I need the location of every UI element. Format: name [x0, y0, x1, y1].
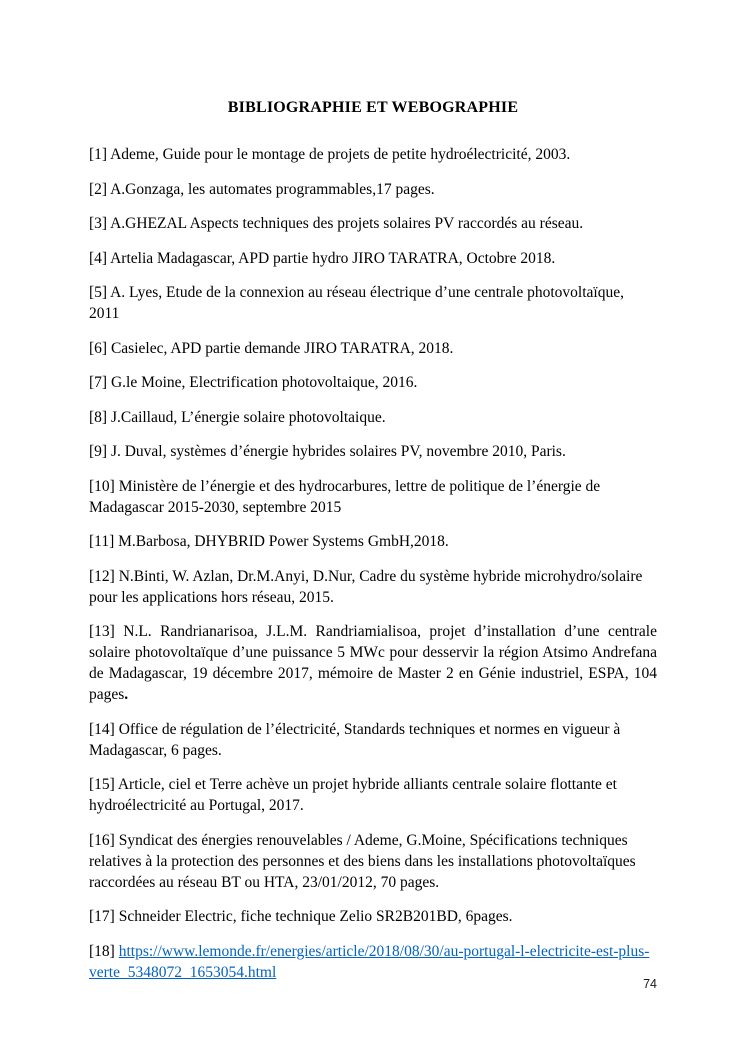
reference-item: [89, 941, 657, 983]
reference-item: [14] Office de régulation de l’électricité, Standards techniques et normes en vigueur à Madagascar, 6 pages.: [89, 720, 621, 759]
reference-item: [6] Casielec, APD partie demande JIRO TARATRA, 2018.: [89, 339, 454, 357]
reference-item: [16] Syndicat des énergies renouvelables / Ademe, G.Moine, Spécifications techniques relatives à la protection des personnes et des biens dans les installations photovoltaïques raccordées au réseau BT ou HTA, 23/01/2012, 70 pages.: [89, 831, 636, 891]
reference-item: [12] N.Binti, W. Azlan, Dr.M.Anyi, D.Nur, Cadre du système hybride microhydro/solaire pour les applications hors réseau, 2015.: [89, 567, 643, 606]
page-title: BIBLIOGRAPHIE ET WEBOGRAPHIE: [227, 99, 519, 116]
reference-item: [3] A.GHEZAL Aspects techniques des projets solaires PV raccordés au réseau.: [89, 215, 584, 232]
reference-list: [89, 144, 657, 983]
reference-item: [89, 621, 657, 705]
reference-item: [2] A.Gonzaga, les automates programmables,17 pages.: [89, 180, 435, 198]
reference-bold-period: .: [124, 686, 129, 703]
reference-item: [8] J.Caillaud, L’énergie solaire photovoltaique.: [89, 408, 386, 426]
reference-link[interactable]: https://www.lemonde.fr/energies/article/2018/08/30/au-portugal-l-electricite-est-plus-verte_5348072_1653054.html: [89, 942, 650, 981]
reference-item: [7] G.le Moine, Electrification photovoltaique, 2016.: [89, 374, 418, 391]
reference-item: [15] Article, ciel et Terre achève un projet hybride alliants centrale solaire flottante et hydroélectricité au Portugal, 2017.: [89, 776, 617, 814]
reference-item: [10] Ministère de l’énergie et des hydrocarbures, lettre de politique de l’énergie de Madagascar 2015-2030, septembre 2015: [89, 477, 601, 516]
reference-item: [5] A. Lyes, Etude de la connexion au réseau électrique d’une centrale photovoltaïque, 2011: [89, 284, 624, 322]
reference-text: [13] N.L. Randrianarisoa, J.L.M. Randriamialisoa, projet d’installation d’une centrale solaire photovoltaïque d’une puissance 5 MWc pour desservir la région Atsimo Andrefana de Madagascar, 19 décembre 2017, mémoire de Master 2 en Génie industriel, ESPA, 104 pages: [89, 623, 657, 703]
page-number: 74: [643, 977, 657, 991]
reference-item: [11] M.Barbosa, DHYBRID Power Systems GmbH,2018.: [89, 533, 449, 550]
reference-label: [18]: [89, 942, 119, 960]
reference-item: [9] J. Duval, systèmes d’énergie hybrides solaires PV, novembre 2010, Paris.: [89, 443, 566, 460]
reference-item: [4] Artelia Madagascar, APD partie hydro JIRO TARATRA, Octobre 2018.: [89, 249, 556, 267]
reference-item: [1] Ademe, Guide pour le montage de projets de petite hydroélectricité, 2003.: [89, 146, 571, 163]
reference-item: [17] Schneider Electric, fiche technique Zelio SR2B201BD, 6pages.: [89, 908, 513, 925]
